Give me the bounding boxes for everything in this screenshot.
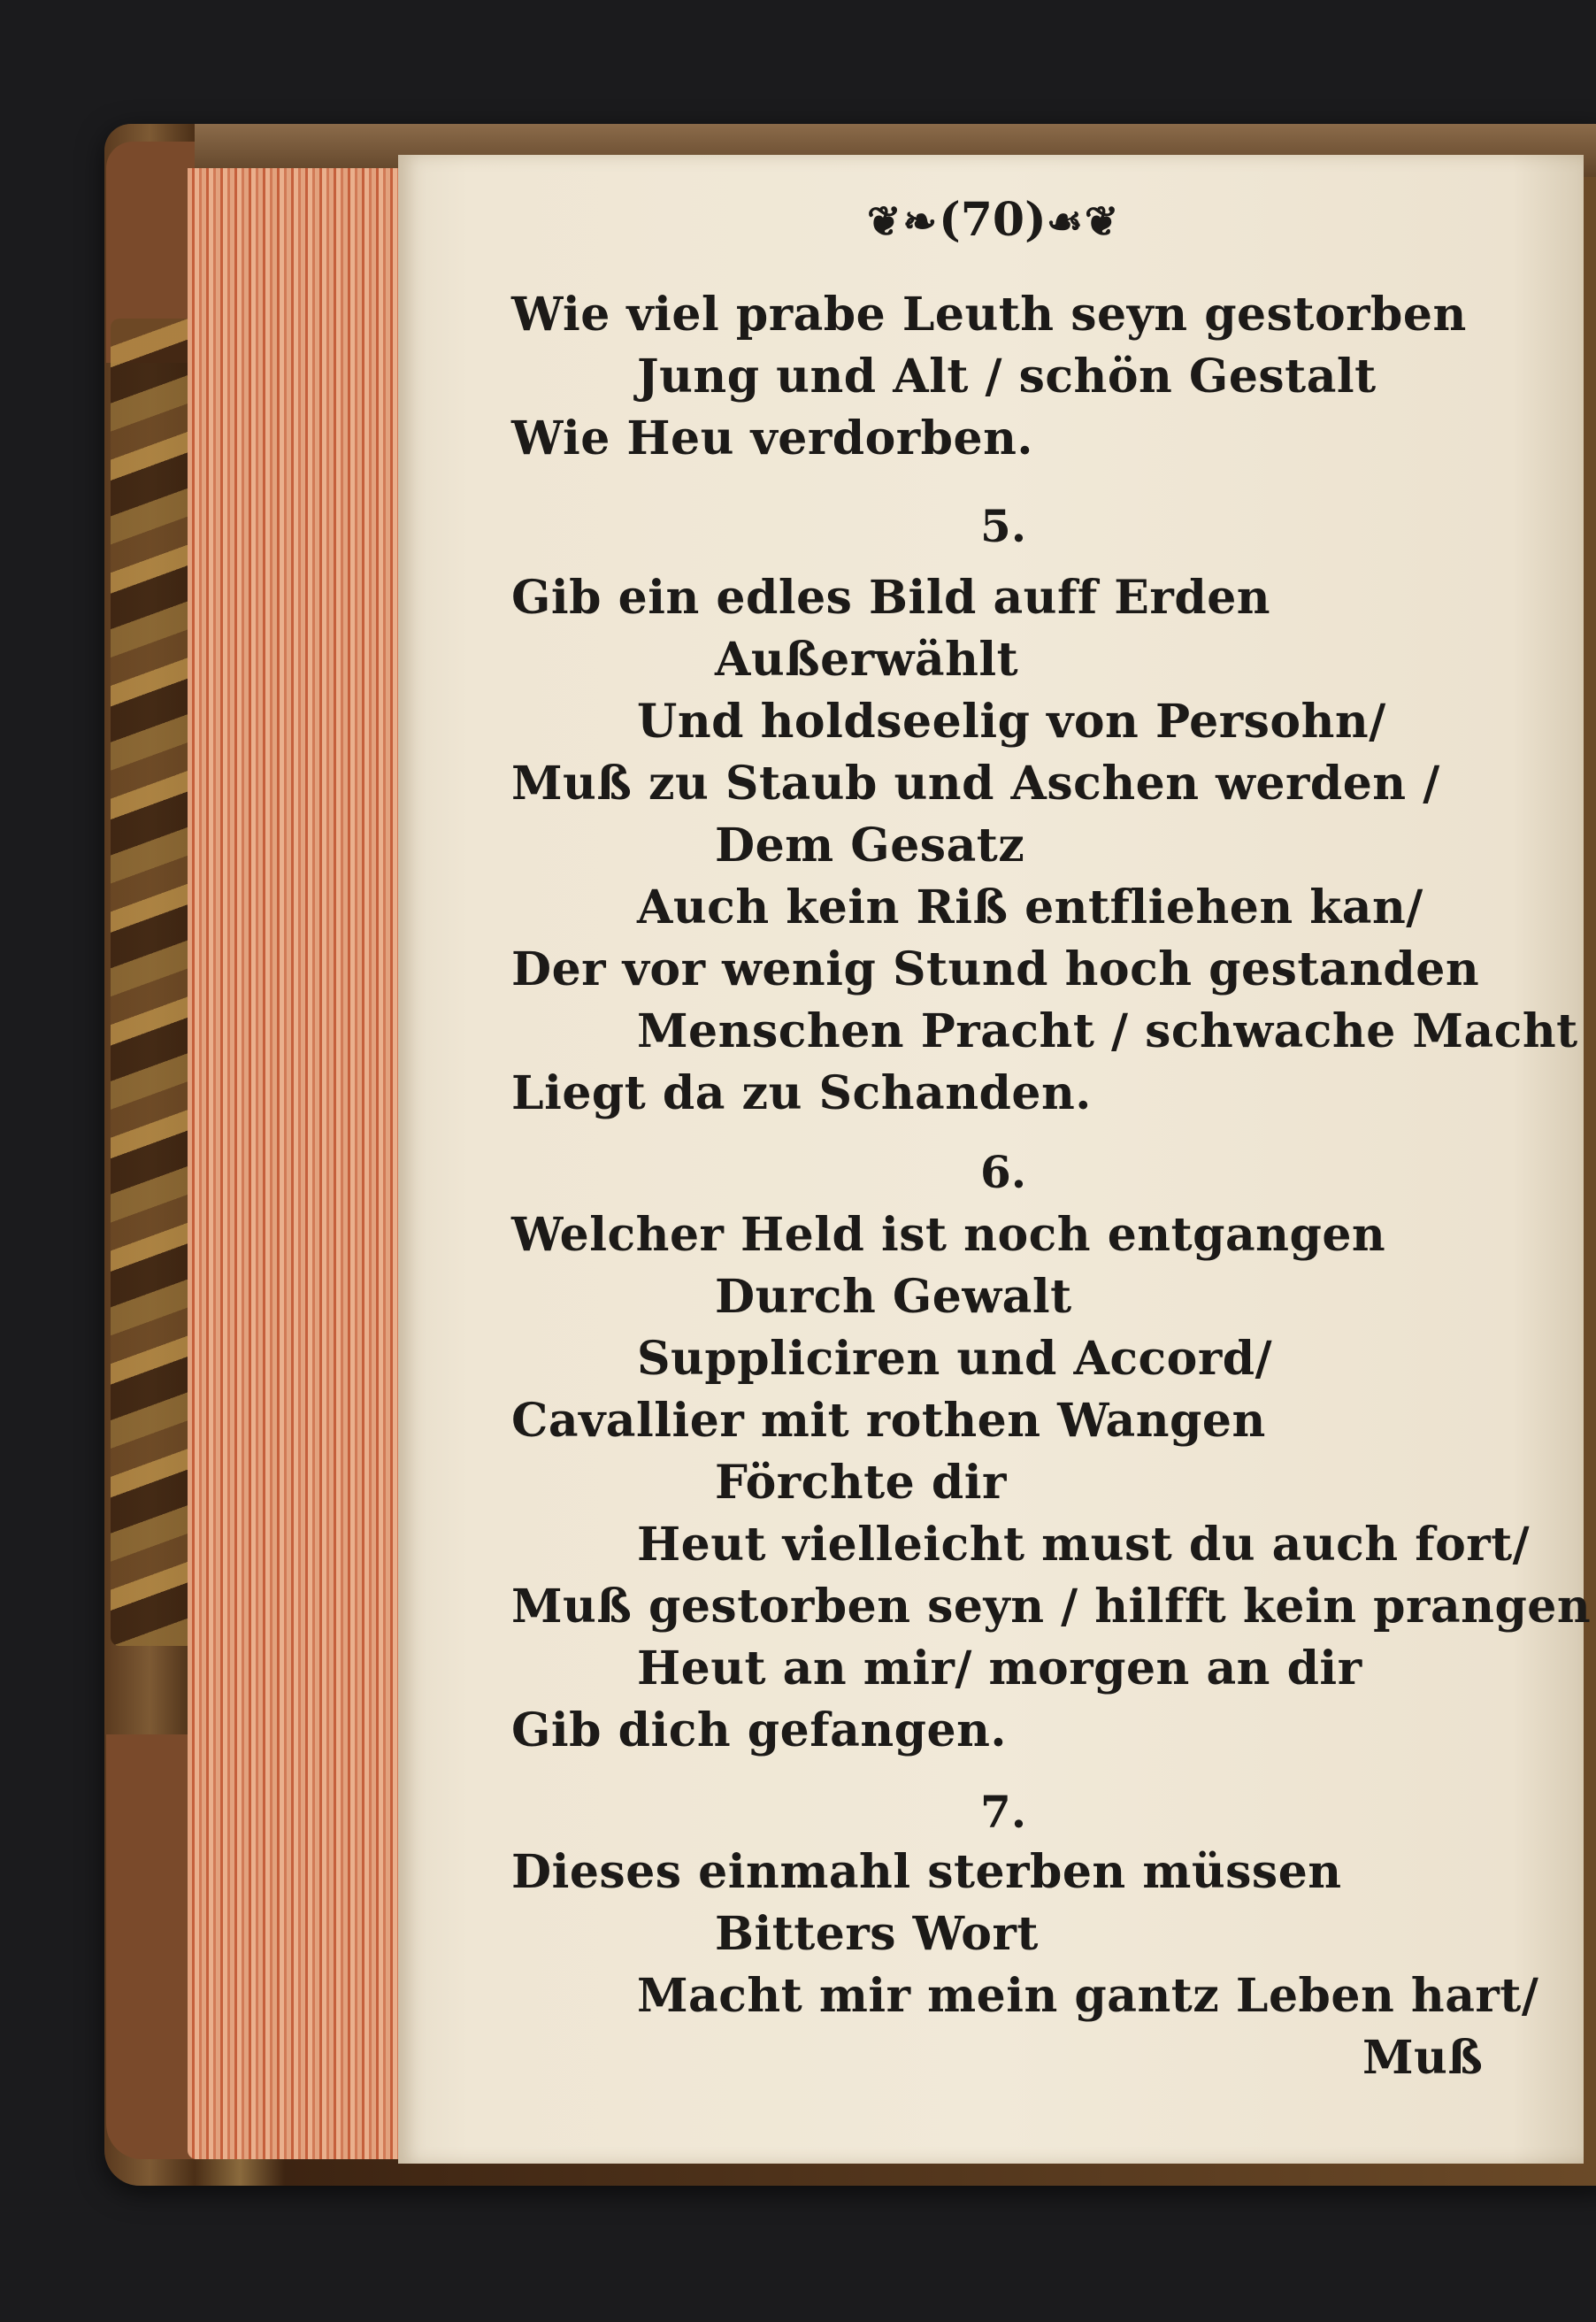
stanza-number: 7. <box>980 1786 1027 1838</box>
text-line: Bitters Wort <box>715 1907 1039 1961</box>
text-line: Förchte dir <box>715 1456 1007 1510</box>
page-number: 70 <box>960 193 1025 247</box>
text-line: Gib dich gefangen. <box>511 1703 1007 1757</box>
text-line: Macht mir mein gantz Leben hart/ <box>637 1969 1539 2023</box>
marbled-cover <box>111 319 195 1646</box>
text-line: Cavallier mit rothen Wangen <box>511 1394 1266 1448</box>
text-line: Außerwählt <box>715 633 1019 687</box>
text-line: Und holdseelig von Persohn/ <box>637 695 1386 749</box>
text-line: Heut an mir/ morgen an dir <box>637 1642 1362 1695</box>
text-line: Suppliciren und Accord/ <box>637 1332 1273 1386</box>
text-line: Liegt da zu Schanden. <box>511 1066 1092 1120</box>
text-line: Welcher Held ist noch entgangen <box>511 1208 1386 1262</box>
text-line: Dem Gesatz <box>715 819 1025 873</box>
header-ornament-left: ❦❧ <box>867 197 940 245</box>
header-ornament-right: ☙❦ <box>1046 197 1121 245</box>
text-line: Gib ein edles Bild auff Erden <box>511 571 1271 625</box>
text-line: Muß gestorben seyn / hilfft kein prangen <box>511 1580 1592 1634</box>
page-block-edges <box>188 168 409 2159</box>
text-line: Jung und Alt / schön Gestalt <box>637 350 1377 404</box>
text-line: Wie viel prabe Leuth seyn gestorben <box>511 288 1467 342</box>
text-line: Auch kein Riß entfliehen kan/ <box>637 880 1423 934</box>
text-line: Der vor wenig Stund hoch gestanden <box>511 942 1480 996</box>
text-line: Durch Gewalt <box>715 1270 1072 1324</box>
page-header: ❦❧(70)☙❦ <box>867 193 1121 247</box>
text-line: Dieses einmahl sterben müssen <box>511 1845 1342 1899</box>
text-line: Menschen Pracht / schwache Macht <box>637 1004 1578 1058</box>
stanza-number: 5. <box>980 500 1027 552</box>
text-line: Muß zu Staub und Aschen werden / <box>511 757 1440 811</box>
stanza-number: 6. <box>980 1146 1027 1198</box>
catchword: Muß <box>1362 2031 1484 2085</box>
text-line: Heut vielleicht must du auch fort/ <box>637 1518 1531 1572</box>
text-line: Wie Heu verdorben. <box>511 411 1034 465</box>
